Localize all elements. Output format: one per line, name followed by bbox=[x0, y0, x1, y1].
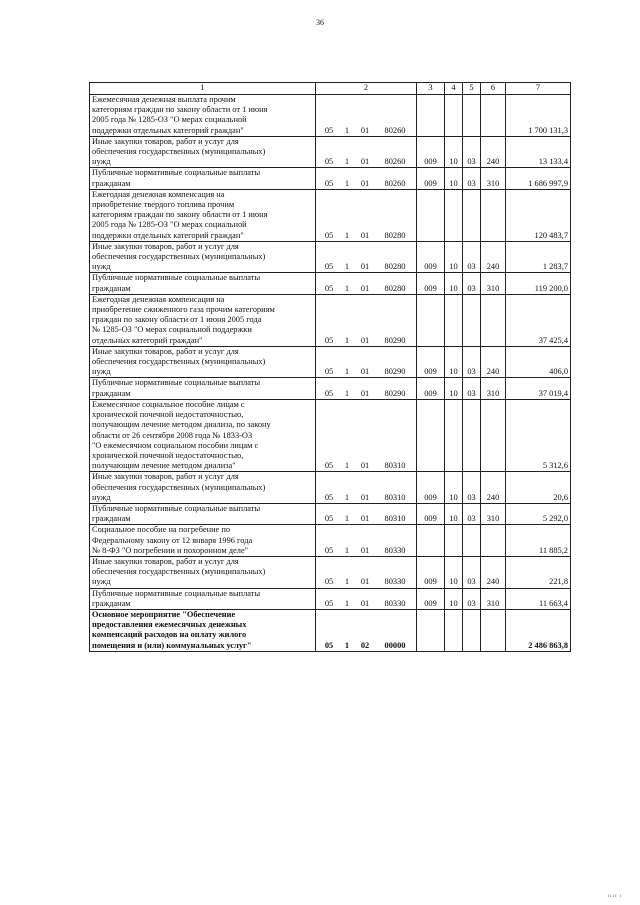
row-name-line: поддержки отдельных категорий граждан" bbox=[92, 230, 244, 240]
row-code-col-6 bbox=[481, 399, 506, 471]
row-name-line: поддержки отдельных категорий граждан" bbox=[92, 125, 244, 135]
direction-code: 80290 bbox=[384, 388, 406, 398]
table-row bbox=[90, 609, 571, 651]
subprogram-code: 1 bbox=[344, 598, 350, 608]
row-code-col-3 bbox=[417, 525, 445, 557]
row-name-line: Публичные нормативные социальные выплаты bbox=[92, 588, 261, 598]
row-code-col-4: 10 bbox=[445, 588, 463, 609]
row-code-col-6 bbox=[481, 525, 506, 557]
row-amount: 37 425,4 bbox=[506, 294, 571, 346]
row-code-col-2 bbox=[316, 399, 417, 471]
row-code-col-2 bbox=[316, 556, 417, 588]
header-col-7: 7 bbox=[506, 83, 571, 95]
row-code-col-6 bbox=[481, 95, 506, 137]
row-name-line: Ежегодная денежная компенсация на bbox=[92, 189, 225, 199]
subprogram-code: 1 bbox=[344, 178, 350, 188]
subprogram-code: 1 bbox=[344, 640, 350, 650]
row-name bbox=[90, 189, 316, 241]
row-code-col-6: 310 bbox=[481, 273, 506, 294]
row-name bbox=[90, 241, 316, 273]
subprogram-code: 1 bbox=[344, 125, 350, 135]
program-code: 05 bbox=[324, 157, 334, 167]
subprogram-code: 1 bbox=[344, 230, 350, 240]
table-row bbox=[90, 472, 571, 504]
row-code-col-3: 009 bbox=[417, 273, 445, 294]
row-name bbox=[90, 273, 316, 294]
activity-code: 01 bbox=[360, 262, 370, 272]
subprogram-code: 1 bbox=[344, 262, 350, 272]
row-name bbox=[90, 399, 316, 471]
subprogram-code: 1 bbox=[344, 577, 350, 587]
direction-code: 80330 bbox=[384, 598, 406, 608]
row-name bbox=[90, 503, 316, 524]
direction-code: 80260 bbox=[384, 178, 406, 188]
row-code-col-5: 03 bbox=[463, 273, 481, 294]
header-col-3: 3 bbox=[417, 83, 445, 95]
row-amount: 20,6 bbox=[506, 472, 571, 504]
program-code: 05 bbox=[324, 545, 334, 555]
row-code-col-2 bbox=[316, 189, 417, 241]
row-code-col-3: 009 bbox=[417, 588, 445, 609]
row-code-col-4: 10 bbox=[445, 503, 463, 524]
row-code-col-4: 10 bbox=[445, 136, 463, 168]
row-code-col-3 bbox=[417, 95, 445, 137]
row-name bbox=[90, 136, 316, 168]
program-code: 05 bbox=[324, 577, 334, 587]
program-code: 05 bbox=[324, 230, 334, 240]
row-amount: 221,8 bbox=[506, 556, 571, 588]
subprogram-code: 1 bbox=[344, 514, 350, 524]
row-code-col-6: 240 bbox=[481, 346, 506, 378]
row-name bbox=[90, 556, 316, 588]
program-code: 05 bbox=[324, 388, 334, 398]
row-code-col-4 bbox=[445, 95, 463, 137]
header-col-4: 4 bbox=[445, 83, 463, 95]
header-col-5: 5 bbox=[463, 83, 481, 95]
row-name-line: нужд bbox=[92, 157, 111, 167]
row-code-col-4 bbox=[445, 399, 463, 471]
row-name bbox=[90, 588, 316, 609]
program-code: 05 bbox=[324, 640, 334, 650]
activity-code: 01 bbox=[360, 178, 370, 188]
program-code: 05 bbox=[324, 367, 334, 377]
direction-code: 80280 bbox=[384, 262, 406, 272]
row-name-line: граждан по закону области от 1 июня 2005 года bbox=[92, 315, 262, 325]
row-code-col-2 bbox=[316, 95, 417, 137]
row-name-line: Федеральному закону от 12 января 1996 года bbox=[92, 535, 253, 545]
activity-code: 01 bbox=[360, 125, 370, 135]
row-name-line: отдельных категорий граждан" bbox=[92, 335, 203, 345]
subprogram-code: 1 bbox=[344, 335, 350, 345]
row-code-col-6: 310 bbox=[481, 503, 506, 524]
row-code-col-5: 03 bbox=[463, 503, 481, 524]
row-code-col-3: 009 bbox=[417, 503, 445, 524]
row-code-col-6 bbox=[481, 189, 506, 241]
table-row bbox=[90, 503, 571, 524]
row-name-line: области от 26 сентября 2008 года № 1833-ОЗ bbox=[92, 430, 253, 440]
row-code-col-4: 10 bbox=[445, 241, 463, 273]
program-code: 05 bbox=[324, 598, 334, 608]
row-name-line: обеспечения государственных (муниципальных) bbox=[92, 147, 266, 157]
header-col-1: 1 bbox=[90, 83, 316, 95]
row-code-col-2 bbox=[316, 346, 417, 378]
row-name-line: приобретение твердого топлива прочим bbox=[92, 200, 235, 210]
row-name-line: Иные закупки товаров, работ и услуг для bbox=[92, 472, 239, 482]
row-name-line: хронической почечной недостаточностью, bbox=[92, 410, 244, 420]
subprogram-code: 1 bbox=[344, 367, 350, 377]
table-row bbox=[90, 346, 571, 378]
activity-code: 02 bbox=[360, 640, 370, 650]
row-amount: 5 292,0 bbox=[506, 503, 571, 524]
row-code-col-4: 10 bbox=[445, 168, 463, 189]
row-code-col-5 bbox=[463, 294, 481, 346]
row-code-col-6: 310 bbox=[481, 378, 506, 399]
row-amount: 119 200,0 bbox=[506, 273, 571, 294]
row-code-col-3: 009 bbox=[417, 241, 445, 273]
row-code-col-6: 310 bbox=[481, 588, 506, 609]
program-code: 05 bbox=[324, 283, 334, 293]
table-row bbox=[90, 378, 571, 399]
row-code-col-5: 03 bbox=[463, 168, 481, 189]
activity-code: 01 bbox=[360, 388, 370, 398]
row-code-col-4 bbox=[445, 294, 463, 346]
activity-code: 01 bbox=[360, 577, 370, 587]
row-code-col-6: 240 bbox=[481, 556, 506, 588]
activity-code: 01 bbox=[360, 514, 370, 524]
direction-code: 00000 bbox=[384, 640, 406, 650]
row-code-col-3: 009 bbox=[417, 168, 445, 189]
table-row bbox=[90, 525, 571, 557]
row-code-col-4 bbox=[445, 525, 463, 557]
row-amount: 1 686 997,9 bbox=[506, 168, 571, 189]
row-code-col-2 bbox=[316, 136, 417, 168]
subprogram-code: 1 bbox=[344, 157, 350, 167]
row-name-line: обеспечения государственных (муниципальных) bbox=[92, 357, 266, 367]
row-name bbox=[90, 95, 316, 137]
row-name-line: получающим лечение методом диализа" bbox=[92, 461, 236, 471]
row-code-col-4 bbox=[445, 189, 463, 241]
row-code-col-5: 03 bbox=[463, 588, 481, 609]
row-name-line: Публичные нормативные социальные выплаты bbox=[92, 168, 261, 178]
row-amount: 37 019,4 bbox=[506, 378, 571, 399]
program-code: 05 bbox=[324, 335, 334, 345]
header-col-2: 2 bbox=[316, 83, 417, 95]
subprogram-code: 1 bbox=[344, 461, 350, 471]
row-code-col-2 bbox=[316, 241, 417, 273]
footer-mark: ıııı ı bbox=[607, 894, 622, 899]
row-name-line: получающим лечение методом диализа, по закону bbox=[92, 420, 271, 430]
direction-code: 80330 bbox=[384, 545, 406, 555]
row-code-col-4: 10 bbox=[445, 472, 463, 504]
row-code-col-6 bbox=[481, 294, 506, 346]
row-amount: 11 663,4 bbox=[506, 588, 571, 609]
row-name-line: Социальное пособие на погребение по bbox=[92, 525, 231, 535]
direction-code: 80310 bbox=[384, 461, 406, 471]
activity-code: 01 bbox=[360, 367, 370, 377]
subprogram-code: 1 bbox=[344, 283, 350, 293]
row-name-line: Публичные нормативные социальные выплаты bbox=[92, 273, 261, 283]
row-name-line: помещения и (или) коммунальных услуг" bbox=[92, 640, 252, 650]
row-code-col-6: 240 bbox=[481, 136, 506, 168]
program-code: 05 bbox=[324, 492, 334, 502]
budget-table bbox=[89, 82, 571, 652]
row-name-line: приобретение сжиженного газа прочим категориям bbox=[92, 305, 275, 315]
row-code-col-2 bbox=[316, 168, 417, 189]
row-name-line: нужд bbox=[92, 262, 111, 272]
row-code-col-3: 009 bbox=[417, 556, 445, 588]
row-code-col-3: 009 bbox=[417, 378, 445, 399]
row-code-col-3 bbox=[417, 609, 445, 651]
row-code-col-5 bbox=[463, 399, 481, 471]
row-amount: 406,0 bbox=[506, 346, 571, 378]
row-name-line: "О ежемесячном социальном пособии лицам с bbox=[92, 440, 259, 450]
row-amount: 11 885,2 bbox=[506, 525, 571, 557]
table-header-row bbox=[90, 83, 571, 95]
subprogram-code: 1 bbox=[344, 492, 350, 502]
row-name-line: нужд bbox=[92, 492, 111, 502]
page-number: 36 bbox=[316, 18, 324, 27]
activity-code: 01 bbox=[360, 461, 370, 471]
table-row bbox=[90, 588, 571, 609]
direction-code: 80280 bbox=[384, 283, 406, 293]
row-code-col-5 bbox=[463, 609, 481, 651]
table-row bbox=[90, 241, 571, 273]
row-name-line: Иные закупки товаров, работ и услуг для bbox=[92, 136, 239, 146]
row-name bbox=[90, 525, 316, 557]
activity-code: 01 bbox=[360, 157, 370, 167]
direction-code: 80310 bbox=[384, 514, 406, 524]
row-code-col-3 bbox=[417, 189, 445, 241]
row-name-line: Ежегодная денежная компенсация на bbox=[92, 294, 225, 304]
row-code-col-5: 03 bbox=[463, 136, 481, 168]
row-amount: 1 700 131,3 bbox=[506, 95, 571, 137]
row-name bbox=[90, 294, 316, 346]
row-name bbox=[90, 346, 316, 378]
row-code-col-3 bbox=[417, 399, 445, 471]
table-row bbox=[90, 189, 571, 241]
activity-code: 01 bbox=[360, 545, 370, 555]
row-name bbox=[90, 472, 316, 504]
row-name-line: 2005 года № 1285-ОЗ "О мерах социальной bbox=[92, 220, 247, 230]
activity-code: 01 bbox=[360, 283, 370, 293]
row-amount: 120 483,7 bbox=[506, 189, 571, 241]
row-name-line: нужд bbox=[92, 577, 111, 587]
row-name-line: обеспечения государственных (муниципальных) bbox=[92, 567, 266, 577]
table-row bbox=[90, 294, 571, 346]
row-code-col-3: 009 bbox=[417, 136, 445, 168]
row-name-line: Иные закупки товаров, работ и услуг для bbox=[92, 346, 239, 356]
row-name-line: обеспечения государственных (муниципальных) bbox=[92, 482, 266, 492]
row-name-line: нужд bbox=[92, 367, 111, 377]
row-name-line: предоставления ежемесячных денежных bbox=[92, 620, 247, 630]
row-code-col-6: 240 bbox=[481, 472, 506, 504]
activity-code: 01 bbox=[360, 230, 370, 240]
row-code-col-4 bbox=[445, 609, 463, 651]
activity-code: 01 bbox=[360, 492, 370, 502]
row-name-line: категориям граждан по закону области от 1 июня bbox=[92, 210, 268, 220]
row-code-col-5 bbox=[463, 95, 481, 137]
row-code-col-2 bbox=[316, 609, 417, 651]
row-code-col-2 bbox=[316, 503, 417, 524]
direction-code: 80260 bbox=[384, 125, 406, 135]
row-name-line: Публичные нормативные социальные выплаты bbox=[92, 378, 261, 388]
row-amount: 2 486 863,8 bbox=[506, 609, 571, 651]
row-name bbox=[90, 168, 316, 189]
row-code-col-2 bbox=[316, 273, 417, 294]
row-code-col-2 bbox=[316, 588, 417, 609]
row-amount: 1 283,7 bbox=[506, 241, 571, 273]
row-amount: 13 133,4 bbox=[506, 136, 571, 168]
direction-code: 80330 bbox=[384, 577, 406, 587]
direction-code: 80290 bbox=[384, 335, 406, 345]
row-code-col-6: 310 bbox=[481, 168, 506, 189]
row-code-col-2 bbox=[316, 525, 417, 557]
row-amount: 5 312,6 bbox=[506, 399, 571, 471]
row-code-col-5: 03 bbox=[463, 556, 481, 588]
row-code-col-5: 03 bbox=[463, 346, 481, 378]
subprogram-code: 1 bbox=[344, 388, 350, 398]
row-code-col-2 bbox=[316, 294, 417, 346]
row-name-line: 2005 года № 1285-ОЗ "О мерах социальной bbox=[92, 115, 247, 125]
activity-code: 01 bbox=[360, 335, 370, 345]
direction-code: 80310 bbox=[384, 492, 406, 502]
direction-code: 80290 bbox=[384, 367, 406, 377]
row-name-line: № 1285-ОЗ "О мерах социальной поддержки bbox=[92, 325, 252, 335]
row-name-line: № 8-ФЗ "О погребении и похоронном деле" bbox=[92, 545, 249, 555]
row-code-col-2 bbox=[316, 378, 417, 399]
row-name-line: Иные закупки товаров, работ и услуг для bbox=[92, 556, 239, 566]
program-code: 05 bbox=[324, 461, 334, 471]
row-code-col-4: 10 bbox=[445, 346, 463, 378]
row-code-col-5 bbox=[463, 525, 481, 557]
row-code-col-4: 10 bbox=[445, 273, 463, 294]
row-name bbox=[90, 609, 316, 651]
row-code-col-4: 10 bbox=[445, 378, 463, 399]
row-code-col-3 bbox=[417, 294, 445, 346]
row-name-line: обеспечения государственных (муниципальных) bbox=[92, 252, 266, 262]
program-code: 05 bbox=[324, 125, 334, 135]
program-code: 05 bbox=[324, 178, 334, 188]
row-name-line: категориям граждан по закону области от 1 июня bbox=[92, 105, 268, 115]
row-name-line: хронической почечной недостаточностью, bbox=[92, 450, 244, 460]
row-name-line: гражданам bbox=[92, 283, 131, 293]
table-row bbox=[90, 95, 571, 137]
activity-code: 01 bbox=[360, 598, 370, 608]
row-name-line: гражданам bbox=[92, 514, 131, 524]
row-name-line: гражданам bbox=[92, 388, 131, 398]
table-row bbox=[90, 399, 571, 471]
row-code-col-6: 240 bbox=[481, 241, 506, 273]
row-name-line: компенсаций расходов на оплату жилого bbox=[92, 630, 247, 640]
row-code-col-5: 03 bbox=[463, 472, 481, 504]
row-code-col-5 bbox=[463, 189, 481, 241]
program-code: 05 bbox=[324, 514, 334, 524]
direction-code: 80280 bbox=[384, 230, 406, 240]
direction-code: 80260 bbox=[384, 157, 406, 167]
table-row bbox=[90, 168, 571, 189]
row-code-col-3: 009 bbox=[417, 346, 445, 378]
row-code-col-4: 10 bbox=[445, 556, 463, 588]
row-name-line: гражданам bbox=[92, 178, 131, 188]
row-name-line: гражданам bbox=[92, 598, 131, 608]
subprogram-code: 1 bbox=[344, 545, 350, 555]
row-code-col-3: 009 bbox=[417, 472, 445, 504]
row-name-line: Иные закупки товаров, работ и услуг для bbox=[92, 241, 239, 251]
header-col-6: 6 bbox=[481, 83, 506, 95]
table-row bbox=[90, 556, 571, 588]
row-name-line: Ежемесячная денежная выплата прочим bbox=[92, 95, 236, 104]
row-name-line: Ежемесячное социальное пособие лицам с bbox=[92, 399, 245, 409]
row-name-line: Основное мероприятие "Обеспечение bbox=[92, 609, 236, 619]
table-row bbox=[90, 273, 571, 294]
row-code-col-2 bbox=[316, 472, 417, 504]
row-name-line: Публичные нормативные социальные выплаты bbox=[92, 503, 261, 513]
program-code: 05 bbox=[324, 262, 334, 272]
row-code-col-6 bbox=[481, 609, 506, 651]
row-name bbox=[90, 378, 316, 399]
row-code-col-5: 03 bbox=[463, 378, 481, 399]
row-code-col-5: 03 bbox=[463, 241, 481, 273]
table-row bbox=[90, 136, 571, 168]
